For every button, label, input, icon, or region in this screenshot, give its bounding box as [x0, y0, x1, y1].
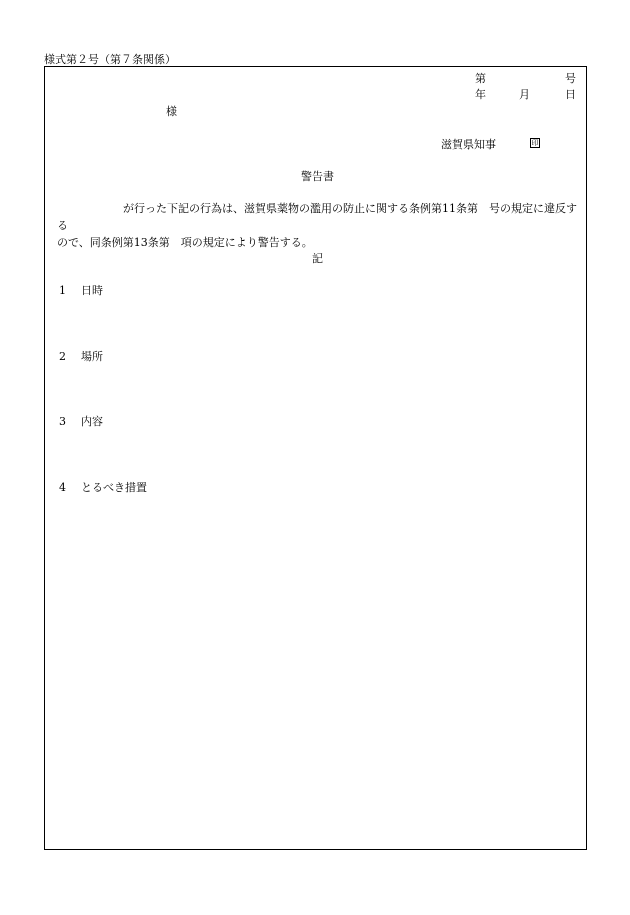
form-number-label: 様式第２号（第７条関係） [44, 53, 176, 66]
item-number: 4 [59, 481, 66, 494]
item-number: 2 [59, 350, 66, 363]
date-month: 月 [519, 88, 530, 101]
item-label: 場所 [81, 350, 103, 363]
addressee-suffix: 様 [166, 105, 177, 118]
list-item [59, 348, 103, 364]
item-label: 内容 [81, 415, 103, 428]
doc-number-suffix: 号 [565, 72, 576, 85]
body-line-1: が行った下記の行為は、滋賀県薬物の濫用の防止に関する条例第11条第 号の規定に違反する [57, 202, 577, 232]
body-line-2: ので、同条例第13条第 項の規定により警告する。 [57, 236, 313, 249]
date-day: 日 [565, 88, 576, 101]
body-paragraph [57, 200, 577, 251]
ki-heading: 記 [312, 252, 323, 265]
item-label: とるべき措置 [81, 481, 147, 494]
list-item [59, 282, 103, 298]
item-label: 日時 [81, 284, 103, 297]
issuer-name: 滋賀県知事 [441, 138, 496, 151]
document-title: 警告書 [301, 170, 334, 183]
seal-mark: 印 [531, 139, 539, 147]
document-frame [44, 66, 587, 850]
item-number: 1 [59, 284, 66, 297]
list-item [59, 479, 147, 495]
item-number: 3 [59, 415, 66, 428]
doc-number-prefix: 第 [475, 72, 486, 85]
list-item [59, 413, 103, 429]
date-year: 年 [475, 88, 486, 101]
